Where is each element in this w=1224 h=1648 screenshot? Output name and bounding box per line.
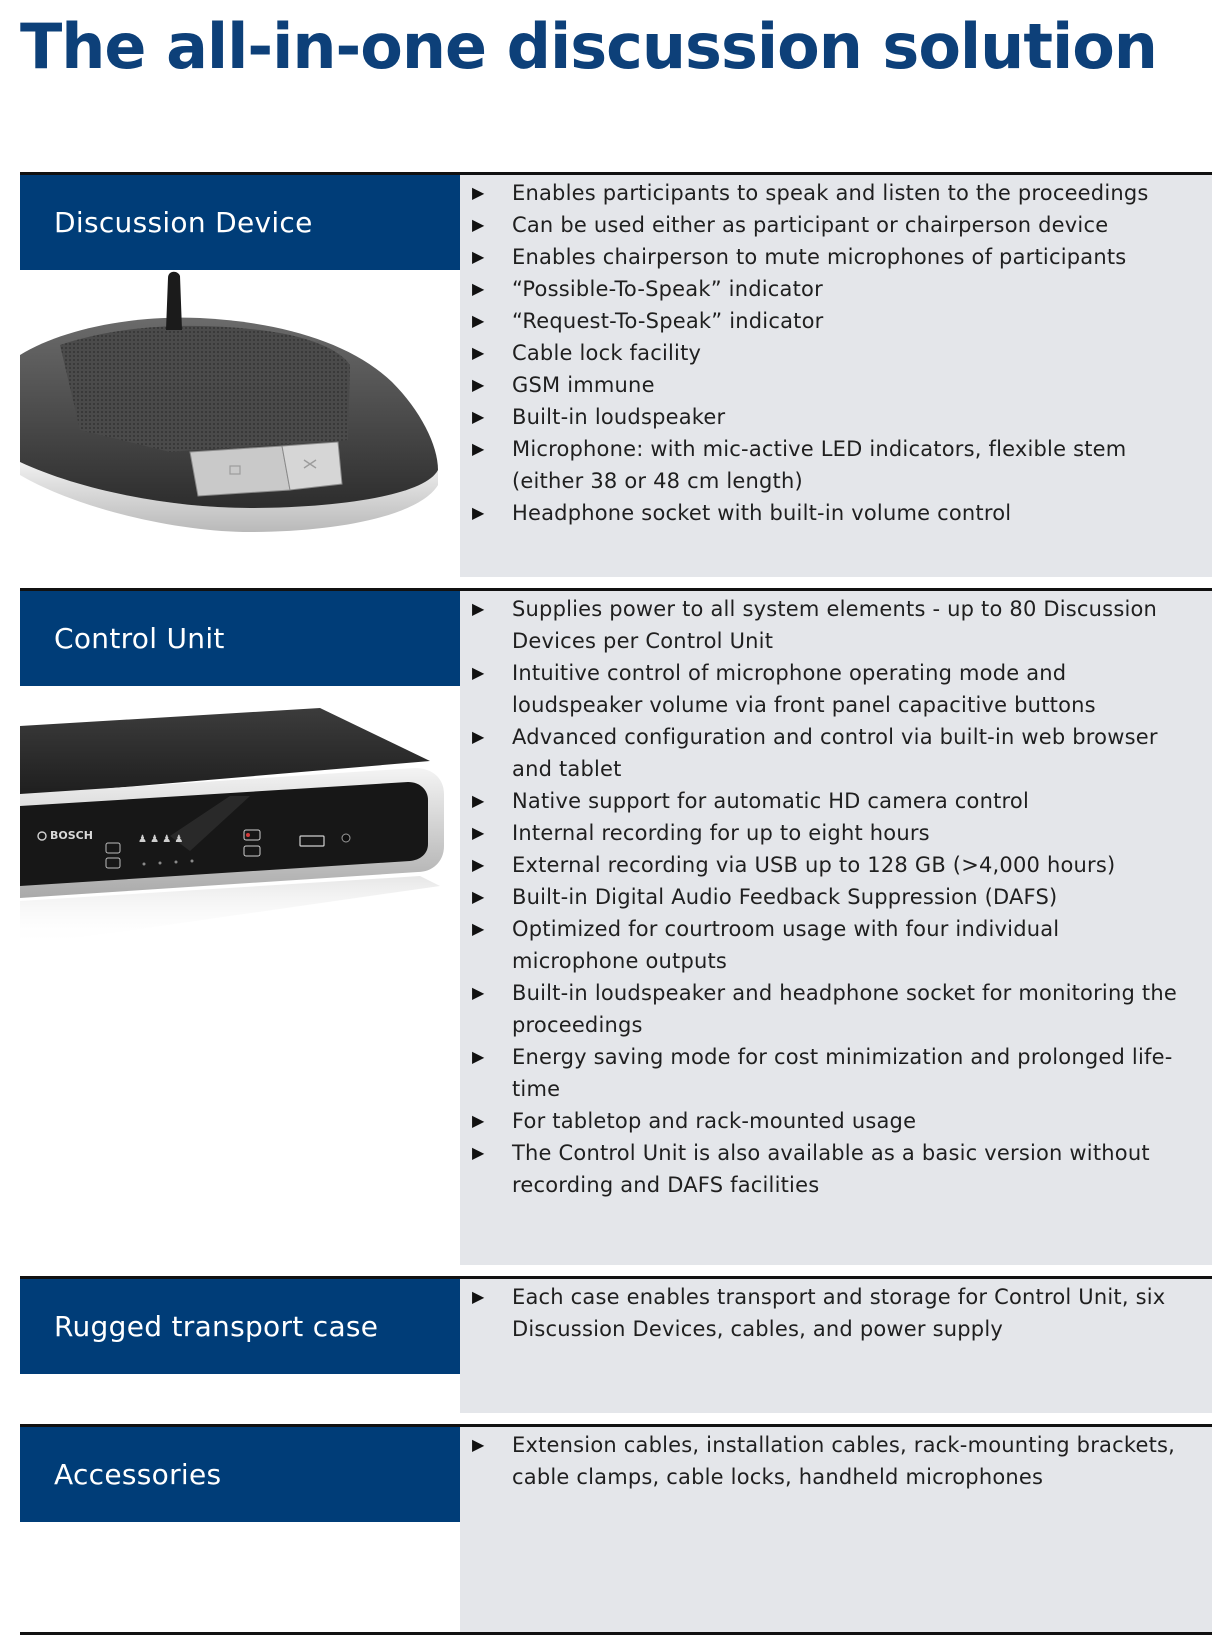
triangle-right-icon: ▶ — [472, 1111, 485, 1130]
section-left-column — [20, 175, 460, 577]
triangle-right-icon: ▶ — [472, 823, 485, 842]
feature-list — [460, 591, 1212, 1201]
section-heading-box — [20, 1427, 460, 1522]
bottom-rule — [20, 1632, 1212, 1635]
triangle-right-icon: ▶ — [472, 1287, 485, 1306]
triangle-right-icon: ▶ — [472, 1143, 485, 1162]
section-heading: Control Unit — [54, 622, 225, 655]
list-item: ▶ GSM immune — [460, 369, 1192, 401]
list-item: ▶ Supplies power to all system elements - up to 80 Discussion Devices per Control Unit — [460, 593, 1192, 657]
section-heading-box — [20, 591, 460, 686]
triangle-right-icon: ▶ — [472, 1435, 485, 1454]
list-item: ▶ Each case enables transport and storage for Control Unit, six Discussion Devices, cables, and power supply — [460, 1281, 1192, 1345]
list-item: ▶ Headphone socket with built-in volume control — [460, 497, 1192, 529]
section-heading-box — [20, 175, 460, 270]
triangle-right-icon: ▶ — [472, 439, 485, 458]
list-item: ▶ Energy saving mode for cost minimization and prolonged life-time — [460, 1041, 1192, 1105]
list-item: ▶ Built-in loudspeaker and headphone socket for monitoring the proceedings — [460, 977, 1192, 1041]
triangle-right-icon: ▶ — [472, 375, 485, 394]
discussion-device-image — [20, 270, 460, 575]
section-rugged-transport-case — [20, 1276, 1212, 1413]
triangle-right-icon: ▶ — [472, 503, 485, 522]
section-right-panel — [460, 1279, 1212, 1413]
triangle-right-icon: ▶ — [472, 855, 485, 874]
section-heading: Accessories — [54, 1458, 222, 1491]
triangle-right-icon: ▶ — [472, 727, 485, 746]
list-item: ▶ Optimized for courtroom usage with four individual microphone outputs — [460, 913, 1192, 977]
list-item: ▶ Can be used either as participant or chairperson device — [460, 209, 1192, 241]
list-item: ▶ Intuitive control of microphone operating mode and loudspeaker volume via front panel capacitive buttons — [460, 657, 1192, 721]
page-title: The all-in-one discussion solution — [20, 10, 1157, 83]
feature-list — [460, 1427, 1212, 1493]
list-item: ▶ Built-in Digital Audio Feedback Suppression (DAFS) — [460, 881, 1192, 913]
section-right-panel — [460, 1427, 1212, 1635]
list-item: ▶ Native support for automatic HD camera control — [460, 785, 1192, 817]
control-unit-image — [20, 686, 460, 1006]
section-left-column — [20, 1279, 460, 1413]
triangle-right-icon: ▶ — [472, 279, 485, 298]
triangle-right-icon: ▶ — [472, 887, 485, 906]
triangle-right-icon: ▶ — [472, 599, 485, 618]
section-left-column — [20, 1427, 460, 1635]
list-item: ▶ Enables participants to speak and listen to the proceedings — [460, 177, 1192, 209]
section-heading-box — [20, 1279, 460, 1374]
list-item: ▶ Enables chairperson to mute microphones of participants — [460, 241, 1192, 273]
control-unit-brand: BOSCH — [50, 829, 93, 842]
section-right-panel — [460, 175, 1212, 577]
list-item: ▶ Internal recording for up to eight hours — [460, 817, 1192, 849]
triangle-right-icon: ▶ — [472, 1047, 485, 1066]
list-item: ▶ Extension cables, installation cables, rack-mounting brackets, cable clamps, cable locks, handheld microphones — [460, 1429, 1192, 1493]
section-left-column — [20, 591, 460, 1265]
section-heading: Discussion Device — [54, 206, 313, 239]
list-item: ▶ The Control Unit is also available as a basic version without recording and DAFS facilities — [460, 1137, 1192, 1201]
list-item: ▶ For tabletop and rack-mounted usage — [460, 1105, 1192, 1137]
triangle-right-icon: ▶ — [472, 215, 485, 234]
triangle-right-icon: ▶ — [472, 407, 485, 426]
list-item: ▶ External recording via USB up to 128 GB (>4,000 hours) — [460, 849, 1192, 881]
feature-list — [460, 1279, 1212, 1345]
list-item: ▶ Built-in loudspeaker — [460, 401, 1192, 433]
triangle-right-icon: ▶ — [472, 919, 485, 938]
section-control-unit — [20, 588, 1212, 1265]
triangle-right-icon: ▶ — [472, 247, 485, 266]
triangle-right-icon: ▶ — [472, 663, 485, 682]
section-discussion-device — [20, 172, 1212, 577]
list-item: ▶ “Possible-To-Speak” indicator — [460, 273, 1192, 305]
triangle-right-icon: ▶ — [472, 183, 485, 202]
section-right-panel — [460, 591, 1212, 1265]
triangle-right-icon: ▶ — [472, 343, 485, 362]
list-item: ▶ Cable lock facility — [460, 337, 1192, 369]
triangle-right-icon: ▶ — [472, 311, 485, 330]
triangle-right-icon: ▶ — [472, 983, 485, 1002]
list-item: ▶ Microphone: with mic-active LED indicators, flexible stem (either 38 or 48 cm length) — [460, 433, 1192, 497]
list-item: ▶ “Request-To-Speak” indicator — [460, 305, 1192, 337]
triangle-right-icon: ▶ — [472, 791, 485, 810]
section-heading: Rugged transport case — [54, 1310, 379, 1343]
svg-text:♟ ♟ ♟ ♟: ♟ ♟ ♟ ♟ — [138, 834, 184, 845]
list-item: ▶ Advanced configuration and control via built-in web browser and tablet — [460, 721, 1192, 785]
section-accessories — [20, 1424, 1212, 1635]
feature-list — [460, 175, 1212, 529]
